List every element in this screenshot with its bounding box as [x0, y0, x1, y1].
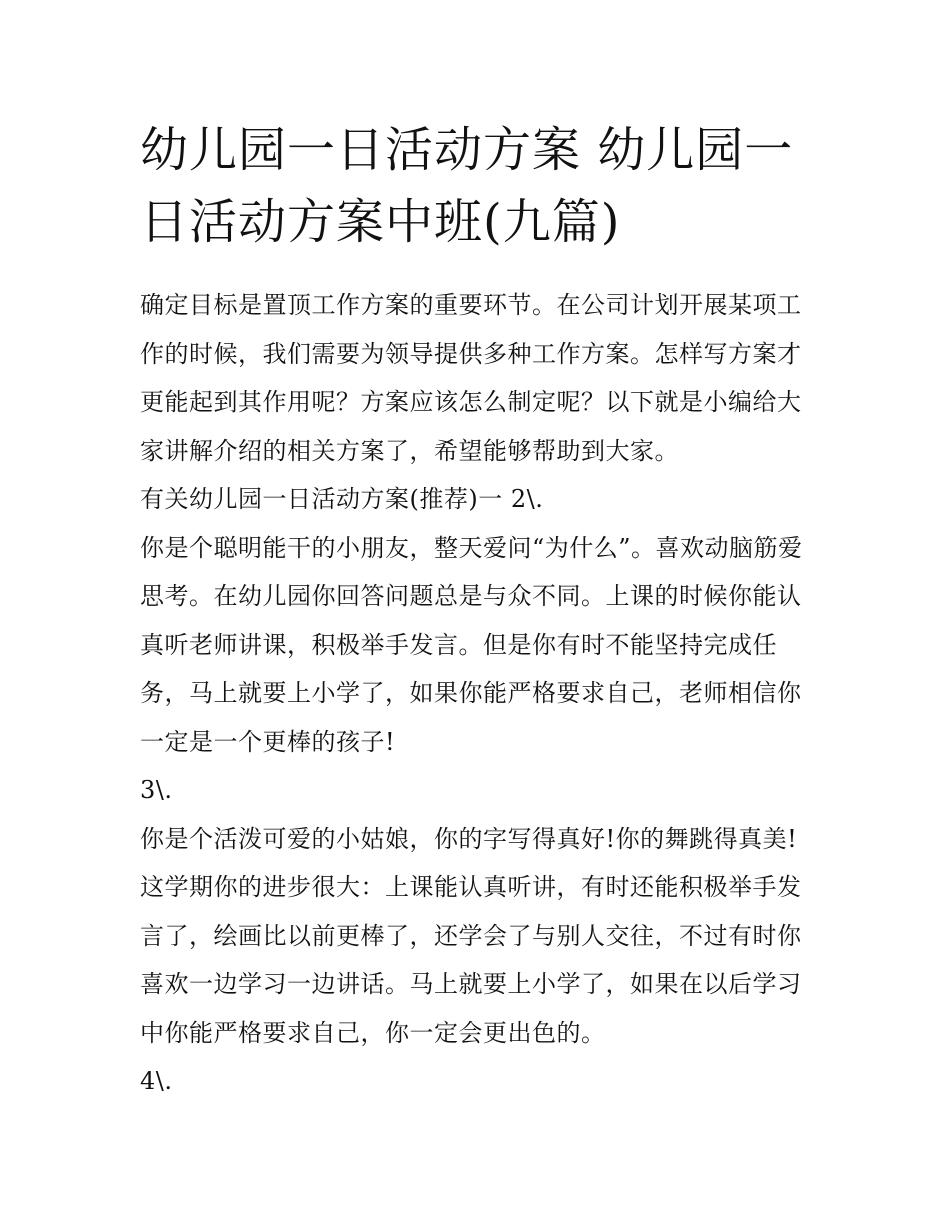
intro-paragraph: 确定目标是置顶工作方案的重要环节。在公司计划开展某项工作的时候，我们需要为领导提供多种工作方案。怎样写方案才更能起到其作用呢？方案应该怎么制定呢？以下就是小编给大家讲解介绍的相关方案了，希望能够帮助到大家。 [140, 291, 802, 465]
document-title: 幼儿园一日活动方案 幼儿园一日活动方案中班(九篇) [140, 122, 794, 250]
comment-paragraph-2: 你是个活泼可爱的小姑娘，你的字写得真好!你的舞跳得真美!这学期你的进步很大：上课能认真听讲，有时还能积极举手发言了，绘画比以前更棒了，还学会了与别人交往，不过有时你喜欢一边学习一边讲话。马上就要上小学了，如果在以后学习中你能严格要求自己，你一定会更出色的。 [140, 824, 802, 1047]
section-heading-1: 有关幼儿园一日活动方案(推荐)一 2\. [140, 485, 544, 513]
section-number-3: 3\. [140, 776, 173, 804]
section-number-4: 4\. [140, 1067, 173, 1095]
document-body [140, 281, 815, 1106]
comment-paragraph-1: 你是个聪明能干的小朋友，整天爱问“为什么”。喜欢动脑筋爱思考。在幼儿园你回答问题总是与众不同。上课的时候你能认真听老师讲课，积极举手发言。但是你有时不能坚持完成任务，马上就要上小学了，如果你能严格要求自己，老师相信你一定是一个更棒的孩子! [140, 533, 803, 756]
